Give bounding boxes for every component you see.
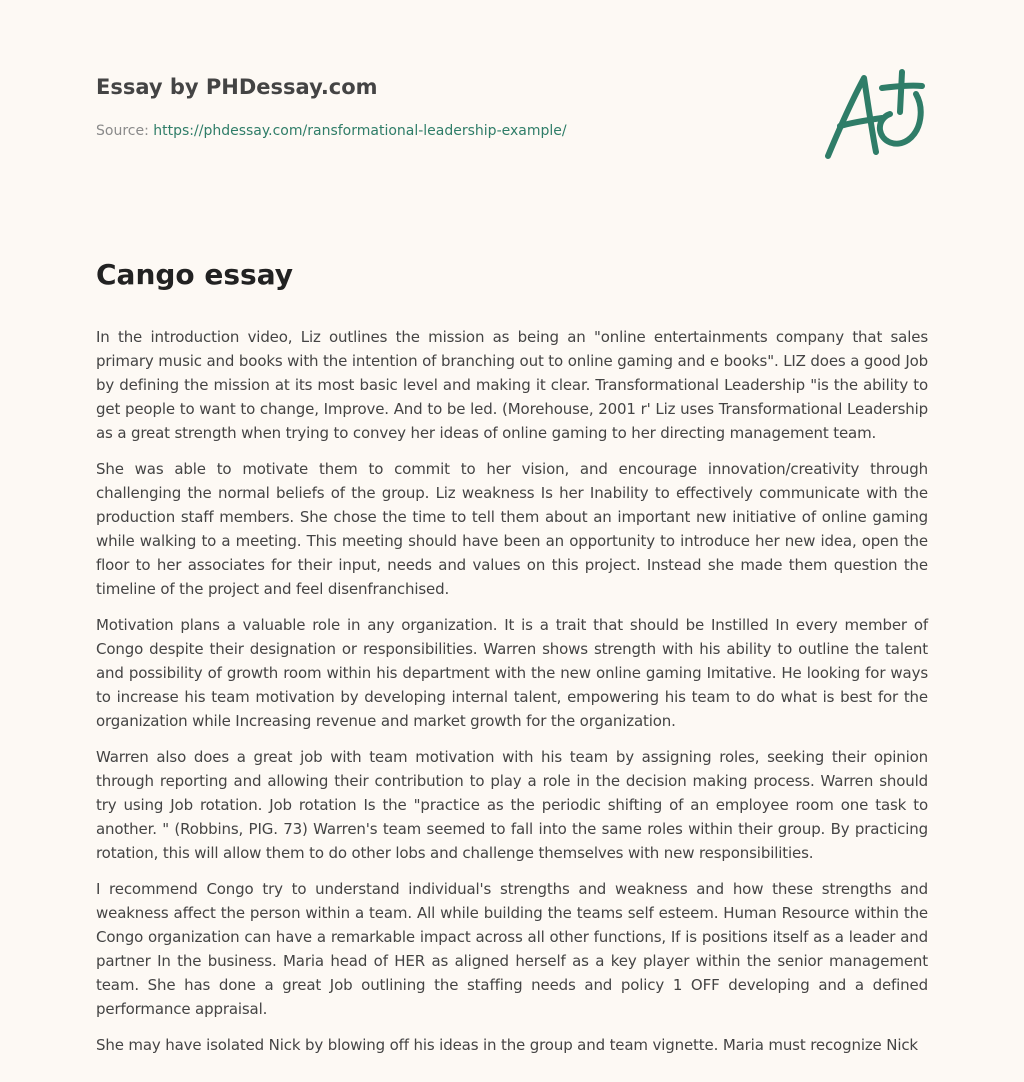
essay-title: Cango essay xyxy=(96,258,294,291)
essay-paragraph: She was able to motivate them to commit to her vision, and encourage innovation/creativity through challenging the normal beliefs of the group. Liz weakness Is her Inability to effectively communicate with the production staff members. She chose the time to tell them about an important new initiative of online gaming while walking to a meeting. This meeting should have been an opportunity to introduce her new idea, open the floor to her associates for their input, needs and values on this project. Instead she made them question the timeline of the project and feel disenfranchised. xyxy=(96,460,928,598)
page-header xyxy=(96,0,928,200)
essay-paragraph: I recommend Congo try to understand individual's strengths and weakness and how these strengths and weakness affect the person within a team. All while building the teams self esteem. Human Resource within the Congo organization can have a remarkable impact across all other functions, If is positions itself as a leader and partner In the business. Maria head of HER as aligned herself as a key player within the senior management team. She has done a great Job outlining the staffing needs and policy 1 OFF developing and a defined performance appraisal. xyxy=(96,880,928,1018)
essay-paragraph: Warren also does a great job with team motivation with his team by assigning roles, seeking their opinion through reporting and allowing their contribution to play a role in the decision making process. Warren should try using Job rotation. Job rotation Is the "practice as the periodic shifting of an employee room one task to another. " (Robbins, PIG. 73) Warren's team seemed to fall into the same roles within their group. By practicing rotation, this will allow them to do other lobs and challenge themselves with new responsibilities. xyxy=(96,748,928,862)
site-title: Essay by PHDessay.com xyxy=(96,75,378,99)
essay-body xyxy=(96,325,928,1057)
source-line xyxy=(96,123,567,139)
a-plus-logo xyxy=(824,68,928,164)
essay-content xyxy=(96,255,928,1069)
source-link[interactable]: https://phdessay.com/ransformational-leadership-example/ xyxy=(153,123,567,139)
a-plus-logo-icon xyxy=(824,68,928,164)
source-label: Source: xyxy=(96,123,149,139)
essay-paragraph: She may have isolated Nick by blowing off his ideas in the group and team vignette. Maria must recognize Nick xyxy=(96,1036,918,1054)
essay-paragraph: Motivation plans a valuable role in any organization. It is a trait that should be Instilled In every member of Congo despite their designation or responsibilities. Warren shows strength with his ability to outline the talent and possibility of growth room within his department with the new online gaming Imitative. He looking for ways to increase his team motivation by developing internal talent, empowering his team to do what is best for the organization while Increasing revenue and market growth for the organization. xyxy=(96,616,928,730)
essay-paragraph: In the introduction video, Liz outlines the mission as being an "online entertainments company that sales primary music and books with the intention of branching out to online gaming and e books". LIZ does a good Job by defining the mission at its most basic level and making it clear. Transformational Leadership "is the ability to get people to want to change, Improve. And to be led. (Morehouse, 2001 r' Liz uses Transformational Leadership as a great strength when trying to convey her ideas of online gaming to her directing management team. xyxy=(96,328,928,442)
